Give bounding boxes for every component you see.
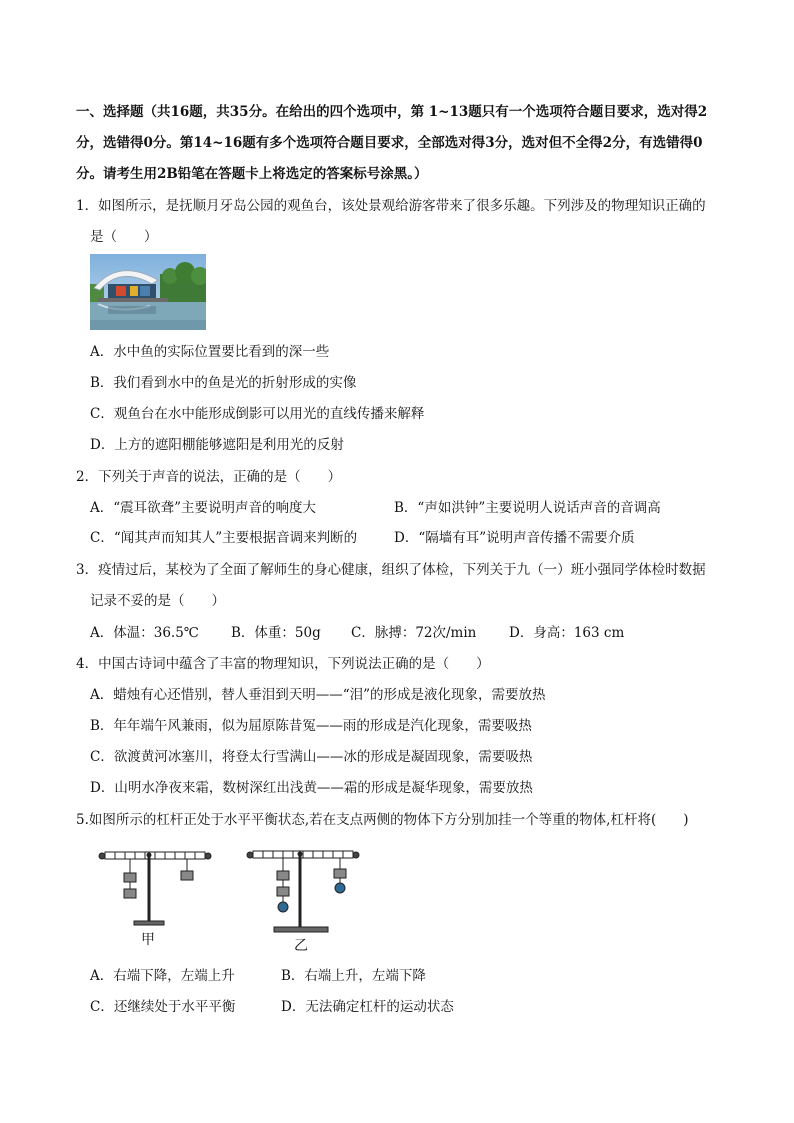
question-2-option-d: D．“隔墙有耳”说明声音传播不需要介质 [394,530,635,546]
lever-right [247,851,359,932]
question-3-option-b: B．体重：50g [231,625,321,641]
question-3-stem: 3．疫情过后，某校为了全面了解师生的身心健康，组织了体检，下列关于九（一）班小强同学体检时数据 [76,562,706,578]
question-4-stem: 4．中国古诗词中蕴含了丰富的物理知识，下列说法正确的是（ ） [76,656,490,672]
lever-left [99,852,211,925]
question-2-option-a: A．“震耳欲聋”主要说明声音的响度大 [90,500,317,516]
question-1-option-b: B．我们看到水中的鱼是光的折射形成的实像 [90,375,357,391]
question-1-option-a: A．水中鱼的实际位置要比看到的深一些 [90,344,330,360]
question-5-option-b: B．右端上升，左端下降 [281,968,426,984]
question-5-option-d: D．无法确定杠杆的运动状态 [281,999,454,1015]
question-2-option-b: B．“声如洪钟”主要说明人说话声音的音调高 [394,500,661,516]
question-2-stem: 2．下列关于声音的说法，正确的是（ ） [76,469,342,485]
question-5-stem: 5.如图所示的杠杆正处于水平平衡状态,若在支点两侧的物体下方分别加挂一个等重的物体,杠杆将( ) [76,812,689,828]
question-1-stem: 1．如图所示，是抚顺月牙岛公园的观鱼台，该处景观给游客带来了很多乐趣。下列涉及的物理知识正确的 [76,198,706,214]
figure-label-jia: 甲 [141,932,155,948]
section-header-line-1: 一、选择题（共16题，共35分。在给出的四个选项中，第 1~13题只有一个选项符合题目要求，选对得2 [76,104,708,120]
question-4-option-c: C．欲渡黄河冰塞川，将登太行雪满山——冰的形成是凝固现象，需要吸热 [90,749,533,765]
question-1-option-d: D．上方的遮阳棚能够遮阳是利用光的反射 [90,437,344,453]
question-3-stem-cont: 记录不妥的是（ ） [90,593,225,609]
question-4-option-a: A．蜡烛有心还惜别，替人垂泪到天明——“泪”的形成是液化现象，需要放热 [90,687,546,703]
question-3-option-c: C．脉搏：72次/min [351,625,477,641]
question-2-option-c: C．“闻其声而知其人”主要根据音调来判断的 [90,530,358,546]
section-header-line-3: 分。请考生用2B铅笔在答题卡上将选定的答案标号涂黑。） [76,166,428,182]
question-3-option-d: D．身高：163 cm [509,625,625,641]
question-5-option-c: C．还继续处于水平平衡 [90,999,236,1015]
question-4-option-d: D．山明水净夜来霜，数树深红出浅黄——霜的形成是凝华现象，需要放热 [90,780,533,796]
question-4-option-b: B．年年端午风兼雨，似为屈原陈昔冤——雨的形成是汽化现象，需要吸热 [90,718,532,734]
section-header-line-2: 分，选错得0分。第14~16题有多个选项符合题目要求，全部选对得3分，选对但不全得2分，有选错得0 [76,135,703,151]
fish-viewing-platform-photo [90,254,206,330]
figure-label-yi: 乙 [294,938,308,954]
lever-diagram [90,843,380,955]
question-5-option-a: A．右端下降，左端上升 [90,968,235,984]
question-1-option-c: C．观鱼台在水中能形成倒影可以用光的直线传播来解释 [90,406,425,422]
question-3-option-a: A．体温：36.5℃ [90,625,199,641]
question-1-stem-cont: 是（ ） [90,229,158,245]
